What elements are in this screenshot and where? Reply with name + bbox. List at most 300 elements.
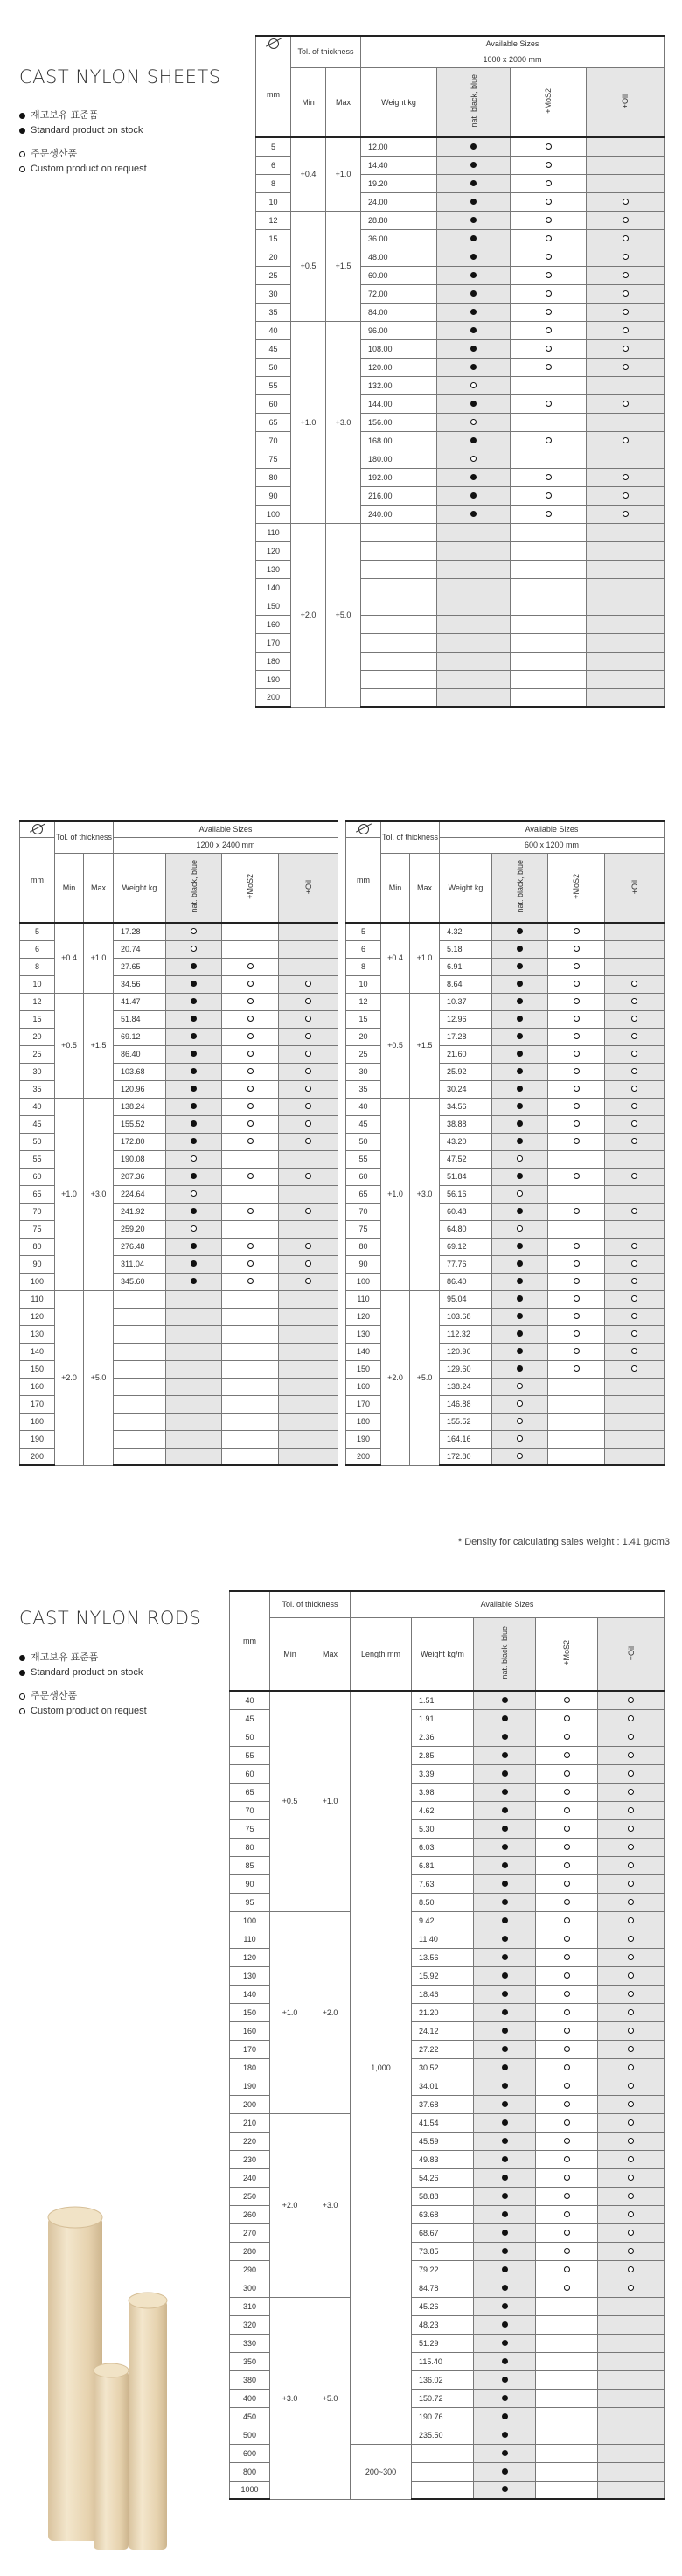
sheets-title: CAST NYLON SHEETS: [19, 66, 221, 87]
thickness-cell: 260: [230, 2205, 270, 2223]
open-circle-icon: [623, 217, 629, 223]
thickness-cell: 170: [20, 1395, 55, 1413]
mos2-cell: [548, 1448, 605, 1465]
legend-stock-en: Standard product on stock: [31, 125, 143, 136]
oil-cell: [279, 1098, 338, 1115]
thickness-cell: 20: [346, 1028, 381, 1045]
open-circle-icon: [628, 2285, 634, 2291]
filled-dot-icon: [191, 1208, 197, 1214]
weight-cell: 112.32: [440, 1325, 492, 1343]
open-circle-icon: [305, 1051, 311, 1057]
mos2-cell: [548, 1325, 605, 1343]
filled-dot-icon: [470, 437, 477, 443]
thickness-cell: 35: [346, 1080, 381, 1098]
oil-cell: [598, 1801, 665, 1819]
mos2-cell: [222, 1430, 279, 1448]
thickness-cell: 25: [20, 1045, 55, 1063]
tol-max-cell: +1.5: [84, 993, 114, 1098]
weight-cell: 2.85: [412, 1746, 474, 1764]
nat-cell: [492, 1063, 548, 1080]
mos2-cell: [548, 1098, 605, 1115]
mos2-cell: [548, 1133, 605, 1150]
weight-cell: 37.68: [412, 2095, 474, 2113]
weight-cell: 4.32: [440, 923, 492, 940]
open-circle-icon: [247, 1103, 254, 1109]
sheets-legend: [19, 108, 147, 177]
open-circle-icon: [631, 1260, 637, 1267]
nat-cell: [166, 1168, 222, 1185]
mos2-cell: [548, 958, 605, 975]
thickness-cell: 200: [256, 688, 291, 707]
mos2-cell: [222, 940, 279, 958]
weight-cell: 120.00: [361, 358, 437, 376]
weight-cell: 9.42: [412, 1911, 474, 1930]
weight-cell: 69.12: [440, 1238, 492, 1255]
open-circle-icon: [564, 1697, 570, 1703]
filled-dot-icon: [470, 217, 477, 223]
open-circle-icon: [546, 492, 552, 499]
legend-custom-kr: 주문생산품: [31, 149, 78, 159]
open-circle-icon: [470, 456, 477, 462]
filled-dot-icon: [517, 1208, 523, 1214]
thickness-cell: 150: [20, 1360, 55, 1378]
open-circle-icon: [628, 1936, 634, 1942]
filled-dot-icon: [502, 1936, 508, 1942]
open-circle-icon: [623, 346, 629, 352]
col-oil-header: +Oil: [279, 853, 338, 923]
oil-cell: [587, 284, 665, 303]
open-circle-icon: [191, 1190, 197, 1197]
mos2-cell: [536, 1764, 598, 1783]
weight-cell: 19.20: [361, 174, 437, 192]
mos2-cell: [222, 1010, 279, 1028]
thickness-cell: 20: [20, 1028, 55, 1045]
mos2-cell: [222, 1308, 279, 1325]
open-circle-icon: [517, 1453, 523, 1459]
mos2-cell: [536, 2058, 598, 2077]
mos2-cell: [511, 303, 587, 321]
tol-min-cell: +2.0: [55, 1290, 84, 1465]
filled-dot-icon: [502, 2266, 508, 2272]
table-row: [20, 923, 338, 940]
weight-cell: [114, 1290, 166, 1308]
thickness-cell: 12: [20, 993, 55, 1010]
weight-cell: 168.00: [361, 431, 437, 450]
weight-cell: 21.60: [440, 1045, 492, 1063]
open-circle-icon: [247, 1051, 254, 1057]
filled-dot-icon: [502, 2358, 508, 2364]
weight-cell: 49.83: [412, 2150, 474, 2168]
thickness-cell: 130: [256, 560, 291, 578]
thickness-cell: 110: [256, 523, 291, 541]
open-circle-icon: [191, 946, 197, 952]
thickness-cell: 170: [230, 2040, 270, 2058]
weight-cell: 45.59: [412, 2132, 474, 2150]
thickness-cell: 15: [20, 1010, 55, 1028]
legend-custom-en: Custom product on request: [31, 1706, 147, 1716]
weight-cell: 150.72: [412, 2389, 474, 2407]
nat-cell: [474, 1691, 536, 1709]
oil-cell: [598, 2021, 665, 2040]
oil-cell: [605, 1080, 665, 1098]
nat-cell: [437, 376, 511, 394]
weight-cell: 51.29: [412, 2334, 474, 2352]
open-circle-icon: [574, 998, 580, 1004]
weight-cell: 8.50: [412, 1893, 474, 1911]
table-row: [256, 321, 665, 339]
mos2-cell: [222, 1063, 279, 1080]
open-circle-icon: [623, 235, 629, 241]
filled-dot-icon: [502, 1789, 508, 1795]
weight-cell: [412, 2462, 474, 2481]
mos2-cell: [548, 1413, 605, 1430]
thickness-cell: 75: [256, 450, 291, 468]
rods-table: [229, 1590, 665, 2500]
weight-cell: 164.16: [440, 1430, 492, 1448]
open-circle-icon: [305, 1208, 311, 1214]
nat-cell: [166, 1028, 222, 1045]
weight-cell: 345.60: [114, 1273, 166, 1290]
thickness-cell: 140: [346, 1343, 381, 1360]
thickness-cell: 190: [20, 1430, 55, 1448]
nat-cell: [492, 975, 548, 993]
oil-cell: [598, 1893, 665, 1911]
weight-cell: 30.24: [440, 1080, 492, 1098]
thickness-cell: 45: [230, 1709, 270, 1728]
tol-max-cell: +3.0: [310, 2113, 351, 2297]
open-circle-icon: [631, 1243, 637, 1249]
filled-dot-icon: [517, 1365, 523, 1372]
nat-cell: [166, 1115, 222, 1133]
nat-cell: [166, 1343, 222, 1360]
legend-custom-en: Custom product on request: [31, 164, 147, 174]
tol-max-cell: +5.0: [326, 523, 361, 707]
oil-cell: [279, 1413, 338, 1430]
oil-cell: [598, 2132, 665, 2150]
filled-dot-icon: [502, 2119, 508, 2126]
open-circle-icon: [564, 2211, 570, 2217]
open-circle-icon: [564, 1789, 570, 1795]
oil-cell: [605, 1448, 665, 1465]
filled-dot-icon: [191, 963, 197, 969]
mos2-cell: [536, 2297, 598, 2315]
weight-cell: 108.00: [361, 339, 437, 358]
mos2-cell: [536, 1709, 598, 1728]
oil-cell: [279, 1150, 338, 1168]
thickness-cell: 6: [346, 940, 381, 958]
filled-dot-icon: [502, 1770, 508, 1777]
oil-cell: [279, 1080, 338, 1098]
open-circle-icon: [247, 981, 254, 987]
open-circle-icon: [631, 1051, 637, 1057]
open-circle-icon: [546, 199, 552, 205]
legend-stock-en: Standard product on stock: [31, 1667, 143, 1678]
thickness-cell: 75: [230, 1819, 270, 1838]
weight-cell: 207.36: [114, 1168, 166, 1185]
col-mos2-header: +MoS2: [536, 1617, 598, 1691]
thickness-cell: 50: [256, 358, 291, 376]
oil-cell: [587, 358, 665, 376]
weight-cell: 6.91: [440, 958, 492, 975]
open-circle-icon: [546, 254, 552, 260]
open-circle-icon: [631, 1033, 637, 1039]
filled-dot-icon: [502, 1826, 508, 1832]
open-circle-icon: [623, 199, 629, 205]
open-circle-icon: [247, 1208, 254, 1214]
nat-cell: [474, 2223, 536, 2242]
oil-cell: [279, 1448, 338, 1465]
oil-cell: [605, 1028, 665, 1045]
mos2-cell: [536, 1819, 598, 1838]
mos2-cell: [511, 505, 587, 523]
nat-cell: [474, 2040, 536, 2058]
mos2-cell: [222, 1238, 279, 1255]
filled-dot-icon: [502, 2028, 508, 2034]
nat-cell: [166, 1238, 222, 1255]
weight-cell: 24.12: [412, 2021, 474, 2040]
oil-cell: [598, 2040, 665, 2058]
thickness-cell: 8: [346, 958, 381, 975]
weight-cell: 41.47: [114, 993, 166, 1010]
oil-cell: [598, 2426, 665, 2444]
tol-max-cell: +3.0: [410, 1098, 440, 1290]
weight-cell: 103.68: [440, 1308, 492, 1325]
nat-cell: [166, 1448, 222, 1465]
mos2-cell: [511, 137, 587, 156]
thickness-cell: 10: [346, 975, 381, 993]
nat-cell: [437, 652, 511, 670]
mos2-cell: [222, 1133, 279, 1150]
weight-cell: 1.91: [412, 1709, 474, 1728]
avail-header: Available Sizes: [351, 1591, 665, 1617]
mos2-cell: [222, 1185, 279, 1203]
open-circle-icon: [574, 1068, 580, 1074]
open-circle-icon: [628, 1697, 634, 1703]
open-circle-icon: [305, 1138, 311, 1144]
nat-cell: [437, 486, 511, 505]
filled-dot-icon: [470, 143, 477, 150]
open-circle-icon: [564, 2064, 570, 2070]
filled-dot-icon: [517, 1120, 523, 1127]
weight-cell: 216.00: [361, 486, 437, 505]
filled-dot-icon: [502, 2468, 508, 2475]
open-circle-icon: [546, 309, 552, 315]
thickness-cell: 30: [346, 1063, 381, 1080]
nat-cell: [437, 670, 511, 688]
oil-cell: [587, 633, 665, 652]
open-circle-icon: [564, 2119, 570, 2126]
nat-cell: [166, 1360, 222, 1378]
open-circle-icon: [517, 1190, 523, 1197]
col-mos2-header: +MoS2: [548, 853, 605, 923]
mos2-cell: [511, 560, 587, 578]
mos2-cell: [548, 993, 605, 1010]
col-oil-header: +Oil: [605, 853, 665, 923]
open-circle-icon: [191, 928, 197, 934]
tol-max-cell: +3.0: [84, 1098, 114, 1290]
weight-cell: 10.37: [440, 993, 492, 1010]
weight-cell: 17.28: [114, 923, 166, 940]
thickness-cell: 250: [230, 2187, 270, 2205]
open-circle-icon: [574, 1330, 580, 1337]
open-circle-icon: [628, 2266, 634, 2272]
open-circle-icon: [305, 1278, 311, 1284]
mm-header: mm: [346, 837, 381, 923]
filled-dot-icon: [470, 180, 477, 186]
oil-cell: [279, 1273, 338, 1290]
open-circle-icon: [305, 1103, 311, 1109]
weight-cell: 73.85: [412, 2242, 474, 2260]
oil-cell: [598, 1911, 665, 1930]
mos2-cell: [536, 2021, 598, 2040]
mos2-cell: [548, 1028, 605, 1045]
weight-cell: [114, 1325, 166, 1343]
open-circle-icon: [628, 2064, 634, 2070]
nat-cell: [166, 1185, 222, 1203]
mos2-cell: [536, 2150, 598, 2168]
nat-cell: [166, 1273, 222, 1290]
thickness-cell: 55: [256, 376, 291, 394]
filled-dot-icon: [502, 2175, 508, 2181]
open-circle-icon: [564, 2193, 570, 2199]
nat-cell: [437, 174, 511, 192]
weight-cell: [412, 2444, 474, 2462]
weight-cell: 64.80: [440, 1220, 492, 1238]
thickness-cell: 400: [230, 2389, 270, 2407]
filled-dot-icon: [19, 128, 25, 134]
open-circle-icon: [247, 963, 254, 969]
filled-dot-icon: [470, 162, 477, 168]
nat-cell: [166, 1010, 222, 1028]
filled-dot-icon: [470, 511, 477, 517]
nat-cell: [492, 958, 548, 975]
nat-cell: [492, 1028, 548, 1045]
open-circle-icon: [564, 2156, 570, 2162]
open-circle-icon: [623, 309, 629, 315]
tol-min-cell: +3.0: [270, 2297, 310, 2499]
mos2-cell: [536, 2315, 598, 2334]
weight-cell: 5.18: [440, 940, 492, 958]
nat-cell: [474, 2150, 536, 2168]
weight-cell: [412, 2481, 474, 2499]
oil-cell: [279, 1028, 338, 1045]
mos2-cell: [548, 1150, 605, 1168]
filled-dot-icon: [502, 2248, 508, 2254]
thickness-cell: 190: [256, 670, 291, 688]
weight-cell: [361, 523, 437, 541]
thickness-cell: 15: [256, 229, 291, 248]
weight-cell: [361, 615, 437, 633]
oil-cell: [279, 1185, 338, 1203]
tol-max-cell: +5.0: [310, 2297, 351, 2499]
oil-cell: [587, 486, 665, 505]
thickness-cell: 190: [230, 2077, 270, 2095]
weight-cell: 84.78: [412, 2279, 474, 2297]
mos2-cell: [511, 523, 587, 541]
weight-cell: 34.56: [440, 1098, 492, 1115]
open-circle-icon: [631, 1016, 637, 1022]
filled-dot-icon: [502, 2138, 508, 2144]
nat-cell: [166, 1255, 222, 1273]
thickness-cell: 140: [20, 1343, 55, 1360]
thickness-cell: 60: [20, 1168, 55, 1185]
thickness-cell: 80: [230, 1838, 270, 1856]
open-circle-icon: [623, 437, 629, 443]
oil-cell: [598, 2187, 665, 2205]
open-circle-icon: [517, 1400, 523, 1407]
filled-dot-icon: [502, 2432, 508, 2438]
filled-dot-icon: [191, 1243, 197, 1249]
nat-cell: [166, 1290, 222, 1308]
weight-cell: [114, 1360, 166, 1378]
mos2-cell: [511, 211, 587, 229]
mos2-cell: [222, 1150, 279, 1168]
nat-cell: [437, 211, 511, 229]
open-circle-icon: [628, 2211, 634, 2217]
nat-cell: [474, 1893, 536, 1911]
filled-dot-icon: [191, 981, 197, 987]
open-circle-icon: [628, 1715, 634, 1721]
weight-cell: [361, 670, 437, 688]
thickness-cell: 50: [230, 1728, 270, 1746]
mos2-cell: [548, 1395, 605, 1413]
filled-dot-icon: [517, 1243, 523, 1249]
weight-cell: 120.96: [114, 1080, 166, 1098]
filled-dot-icon: [470, 327, 477, 333]
mos2-cell: [222, 1255, 279, 1273]
weight-cell: 20.74: [114, 940, 166, 958]
oil-cell: [587, 339, 665, 358]
length-cell: 1,000: [351, 1691, 412, 2444]
open-circle-icon: [574, 1033, 580, 1039]
open-circle-icon: [628, 1862, 634, 1868]
filled-dot-icon: [191, 1278, 197, 1284]
mos2-cell: [511, 192, 587, 211]
weight-cell: 155.52: [440, 1413, 492, 1430]
weight-cell: 24.00: [361, 192, 437, 211]
nat-cell: [474, 1930, 536, 1948]
thickness-cell: 6: [256, 156, 291, 174]
nat-cell: [166, 1203, 222, 1220]
open-circle-icon: [574, 1103, 580, 1109]
weight-cell: 51.84: [114, 1010, 166, 1028]
oil-cell: [587, 174, 665, 192]
nat-cell: [474, 2205, 536, 2223]
col-oil-header: +Oil: [598, 1617, 665, 1691]
thickness-cell: 20: [256, 248, 291, 266]
nat-cell: [166, 958, 222, 975]
nat-cell: [474, 1966, 536, 1985]
open-circle-icon: [517, 1435, 523, 1442]
mos2-cell: [222, 923, 279, 940]
oil-cell: [587, 597, 665, 615]
filled-dot-icon: [517, 946, 523, 952]
open-circle-icon: [623, 290, 629, 297]
nat-cell: [474, 2058, 536, 2077]
mos2-cell: [536, 2407, 598, 2426]
open-circle-icon: [564, 2083, 570, 2089]
open-circle-icon: [574, 1208, 580, 1214]
open-circle-icon: [247, 1033, 254, 1039]
weight-cell: 2.36: [412, 1728, 474, 1746]
oil-cell: [587, 248, 665, 266]
filled-dot-icon: [502, 2083, 508, 2089]
legend-stock-kr: 재고보유 표준품: [31, 110, 99, 121]
diameter-icon: [20, 821, 55, 837]
weight-cell: 13.56: [412, 1948, 474, 1966]
open-circle-icon: [628, 1752, 634, 1758]
open-circle-icon: [628, 2046, 634, 2052]
